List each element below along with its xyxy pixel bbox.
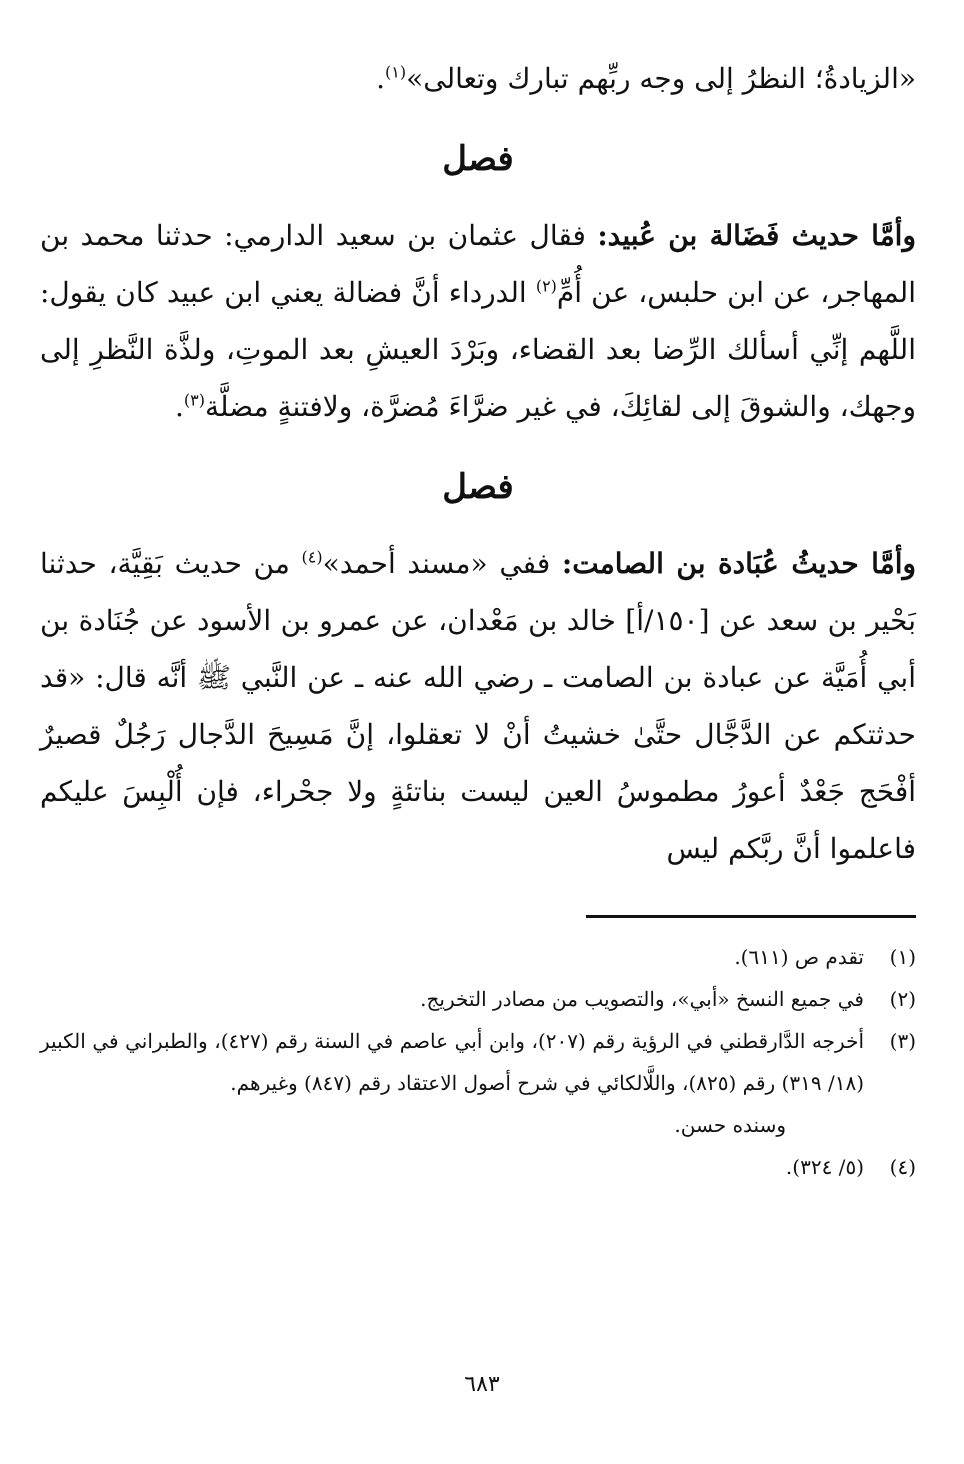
footnote-text: (٥/ ٣٢٤).: [785, 1155, 864, 1179]
footnote-ref-3: (٣): [183, 390, 205, 410]
section2-text-part1: ففي «مسند أحمد»: [322, 547, 562, 580]
footnote-2: [40, 978, 916, 1020]
section1-text-part1: فقال عثمان بن سعيد الدارمي: حدثنا محمد بن المهاجر، عن ابن حلبس، عن أُمِّ: [40, 219, 916, 309]
footnote-3-extra: وسنده حسن.: [674, 1113, 786, 1137]
footnote-text: تقدم ص (٦١١).: [734, 945, 864, 969]
section2-paragraph: [40, 535, 916, 877]
footnote-1: [40, 936, 916, 978]
footnote-number: (٣): [889, 1029, 916, 1053]
footnote-3: [40, 1020, 916, 1104]
section1-text-part2: الدرداء أنَّ فضالة يعني ابن عبيد كان يقول: اللَّهم إنِّي أسألك الرِّضا بعد القضاء، وبَرْدَ العيشِ بعد الموتِ، ولذَّة النَّظرِ إلى وجهك، والشوقَ إلى لقائِكَ، في غير ضرَّاءَ مُضرَّة، ولافتنةٍ مضلَّة: [40, 276, 916, 423]
section1-paragraph: [40, 207, 916, 435]
footnote-divider: [586, 915, 916, 918]
footnote-text: أخرجه الدَّارقطني في الرؤية رقم (٢٠٧)، وابن أبي عاصم في السنة رقم (٤٢٧)، والطبراني في الكبير (١٨/ ٣١٩) رقم (٨٢٥)، واللَّالكائي في شرح أصول الاعتقاد رقم (٨٤٧) وغيرهم.: [40, 1029, 864, 1095]
footnote-4: [40, 1146, 916, 1188]
main-text: [40, 50, 916, 877]
footnote-text: في جميع النسخ «أبي»، والتصويب من مصادر التخريج.: [420, 987, 864, 1011]
section1-end: .: [175, 390, 184, 423]
footnote-number: (٢): [889, 987, 916, 1011]
footnote-ref-2: (٢): [535, 276, 557, 296]
page-number: ٦٨٣: [464, 1372, 500, 1397]
footnote-number: (٤): [889, 1155, 916, 1179]
section-heading-2: فصل: [442, 467, 514, 507]
page: [40, 40, 916, 1188]
intro-paragraph: [40, 50, 916, 107]
intro-end: .: [376, 62, 385, 95]
section-heading-1: فصل: [442, 139, 514, 179]
intro-text: «الزيادةُ؛ النظرُ إلى وجه ربِّهم تبارك وتعالى»: [406, 62, 916, 95]
section1-lead: وأمَّا حديث فَضَالة بن عُبيد:: [597, 219, 916, 252]
footnotes: [40, 936, 916, 1188]
footnote-ref-1: (١): [385, 62, 407, 82]
footnote-ref-4: (٤): [301, 547, 323, 567]
section2-lead: وأمَّا حديثُ عُبَادة بن الصامت:: [561, 547, 916, 580]
section2-text-part2: من حديث بَقِيَّة، حدثنا بَحْير بن سعد عن [١٥٠/أ] خالد بن مَعْدان، عن عمرو بن الأسود عن جُنَادة بن أبي أُمَيَّة عن عبادة بن الصامت ـ رضي الله عنه ـ عن النَّبي ﷺ أنَّه قال: «قد حدثتكم عن الدَّجَّال حتَّىٰ خشيتُ أنْ لا تعقلوا، إنَّ مَسِيحَ الدَّجال رَجُلٌ قصيرٌ أفْحَج جَعْدٌ أعورُ مطموسُ العين ليست بناتئةٍ ولا جحْراء، فإن أُلْبِسَ عليكم فاعلموا أنَّ ربَّكم ليس: [40, 547, 917, 865]
footnote-number: (١): [889, 945, 916, 969]
